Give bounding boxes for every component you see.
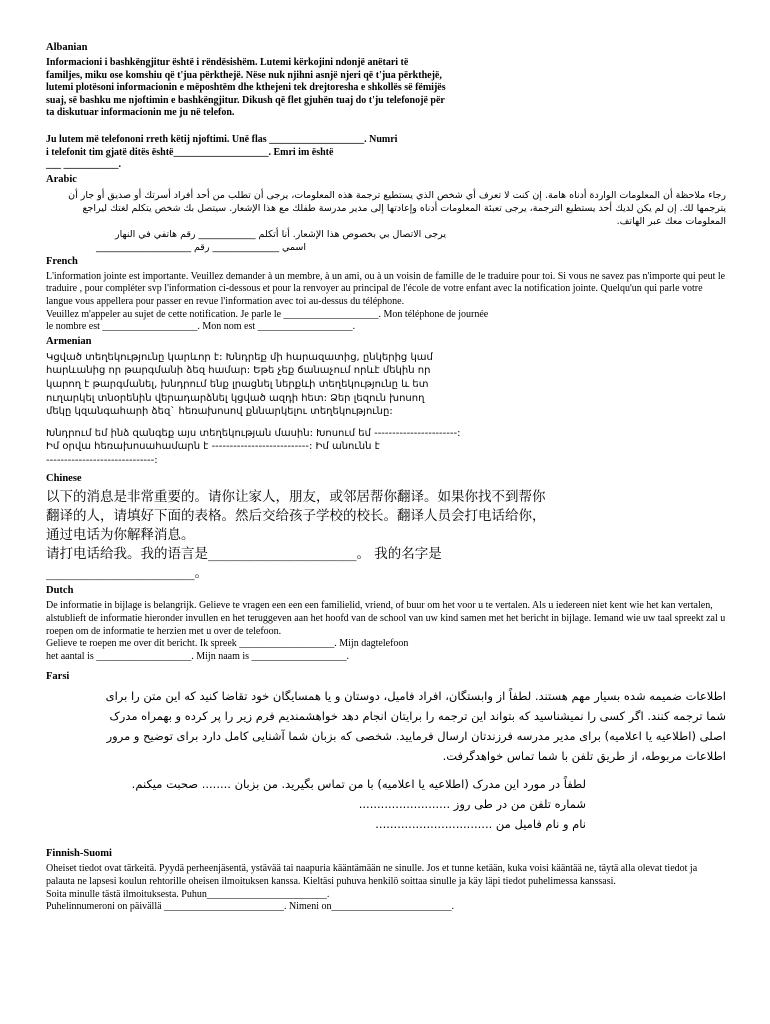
chinese-paragraph: 以下的消息是非常重要的。请你让家人，朋友，或邻居帮你翻译。如果你找不到帮你翻译的人，请填好下面的表格。然后交给孩子学校的校长。翻译人员会打电话给你，通过电话为你解释消息。 <box>46 489 546 544</box>
dutch-paragraph: De informatie in bijlage is belangrijk. Gelieve te vragen een een een familielid, vriend, of buur om het voor u te vertalen. Als u iedereen niet kent wie het kan vertalen, alstublieft de informatie hieronder invullen en het teruggeven aan het hoofd van de school van uw kind samen met het bericht in bijlage. Iemand wie uw taal spreekt zal u roepen om de informatie te herzien met u over de telefoon. <box>46 600 726 637</box>
dutch-line-1: Gelieve te roepen me over dit bericht. Ik spreek ___________________. Mijn dagtelefoon <box>46 638 409 650</box>
albanian-line-1: Ju lutem më telefononi rreth këtij njoftimi. Unë flas ___________________. Numri <box>46 133 398 145</box>
dutch-line-2: het aantal is ___________________. Mijn naam is ___________________. <box>46 650 350 662</box>
chinese-line-1: 请打电话给我。我的语言是______________________。 我的名字是 <box>46 546 442 563</box>
finnish-line-2: Puhelinnumeroni on päivällä ________________________. Nimeni on________________________. <box>46 901 455 913</box>
heading-armenian: Armenian <box>46 335 92 347</box>
heading-arabic: Arabic <box>46 173 77 185</box>
section-armenian <box>46 336 726 468</box>
heading-french: French <box>46 255 78 267</box>
farsi-paragraph: اطلاعات ضمیمه شده بسیار مهم هستند. لطفاً از وابستگان، افراد فامیل، دوستان و یا همسایگان خود تقاضا کنید که این متن را برای شما ترجمه کنند. اگر کسی را نمیشناسید که بتواند این ترجمه را برایتان انجام دهد خواهشمندیم فرم زیر را پر کرده و بهمراه مدرک اصلی (اطلاعیه یا اعلامیه) برای مدیر مدرسه فرزندتان ارسال فرمایید. شخصی که بزبان شما آشنایی کامل دارد برای توضیح و مرور اطلاعات مربوطه، از طریق تلفن با شما تماس خواهدگرفت. <box>105 689 726 764</box>
arabic-line-1: يرجى الاتصال بي بخصوص هذا الإشعار. أنا أتكلم ____________ رقم هاتفي في النهار <box>115 228 446 240</box>
farsi-line-1: لطفاً در مورد این مدرک (اطلاعیه یا اعلامیه) با من تماس بگیرید. من بزبان ........ صحبت میکنم. <box>131 777 586 792</box>
section-chinese <box>46 473 726 583</box>
heading-farsi: Farsi <box>46 671 70 683</box>
section-finnish <box>46 848 726 913</box>
multilingual-notice <box>46 42 726 916</box>
section-farsi <box>46 671 726 834</box>
armenian-line-3: ------------------------------: <box>46 454 158 466</box>
heading-chinese: Chinese <box>46 473 82 485</box>
farsi-line-2: شماره تلفن من در طی روز ......................... <box>358 797 586 812</box>
french-line-2: le nombre est ___________________. Mon nom est ___________________. <box>46 321 356 333</box>
albanian-paragraph: Informacioni i bashkëngjitur është i rëndësishëm. Lutemi kërkojini ndonjë anëtari të familjes, miku ose komshiu që t'jua përkthejë. Nëse nuk njihni asnjë njeri që t'jua përkthejë, lutemi plotësoni informacionin e mëposhtëm dhe kthejeni tek drejtoresha e shkollës së fëmijës suaj, së bashku me njoftimin e bashkëngjitur. Dikush që flet gjuhën tuaj do t'ju telefonojë për ta diskutuar informacionin me ju në telefon. <box>46 57 446 119</box>
armenian-paragraph: Կցված տեղեկությունը կարևոր է: Խնդրեք մի հարազատից, ընկերից կամ հարևանից որ թարգմանի ձեզ համար: Եթե չեք ճանաչում որևէ մեկին որ կարող է թարգմանել, խնդրում ենք լրացնել ներքևի տեղեկությունը և ետ ուղարկել տնօրենին վերադարձնել կցված ազդի հետ: Ձեր լեզուն խոսող մեկը կզանգահարի ձեզ` հեռախոսով քննարկելու տեղեկությունը: <box>46 351 433 418</box>
section-dutch <box>46 585 726 663</box>
chinese-line-2: ______________________。 <box>46 565 208 582</box>
farsi-line-3: نام و نام فامیل من ................................ <box>375 817 586 832</box>
heading-finnish: Finnish-Suomi <box>46 848 112 860</box>
armenian-line-1: Խնդրում եմ ինձ զանգեք այս տեղեկության մասին: Խոսում եմ -----------------------: <box>46 427 461 439</box>
french-line-1: Veuillez m'appeler au sujet de cette notification. Je parle le ___________________. Mon téléphone de journée <box>46 308 489 320</box>
section-albanian <box>46 42 726 172</box>
albanian-line-2: i telefonit tim gjatë ditës është___________________. Emri im është <box>46 146 334 158</box>
section-french <box>46 256 726 334</box>
french-paragraph: L'information jointe est importante. Veuillez demander à un membre, à un ami, ou à un voisin de famille de le traduire pour toi. Si vous ne savez pas n'importe qui peut le traduire , pour compléter svp l'information ci-dessous et pour la renvoyer au principal de l'école de votre enfant avec la notification jointe. Quelqu'un qui parle votre langue vous appellera pour passer en revue l'information avec toi au-dessus du téléphone. <box>46 270 726 307</box>
armenian-line-2: Իմ օրվա հեռախոսահամարն է ---------------------------: Իմ անունն է <box>46 441 380 453</box>
arabic-paragraph: رجاء ملاحظة أن المعلومات الواردة أدناه هامة. إن كنت لا تعرف أي شخص الذي يستطيع ترجمة هذه المعلومات، يرجى أن تطلب من أحد أفراد أسرتك أو صديق أو جار أن يترجمها لك. إن لم يكن لديك أحد يستطيع الترجمة، يرجى تعبئة المعلومات أدناه وإعادتها إلى مدير مدرسة طفلك مع هذا الإشعار. سيتصل بك شخص يتكلم لغتك ليراجع المعلومات معك عبر الهاتف. <box>68 189 726 227</box>
albanian-line-3: ___ ___________. <box>46 159 121 171</box>
heading-albanian: Albanian <box>46 42 88 53</box>
heading-dutch: Dutch <box>46 585 74 597</box>
arabic-line-2: اسمي ______________ رقم ____________________ <box>95 241 306 253</box>
section-arabic <box>46 174 726 254</box>
finnish-line-1: Soita minulle tästä ilmoituksesta. Puhun________________________. <box>46 888 330 900</box>
finnish-paragraph: Oheiset tiedot ovat tärkeitä. Pyydä perheenjäsentä, ystävää tai naapuria kääntämään ne sinulle. Jos et tunne ketään, kuka voisi kääntää ne, täytä alla olevat tiedot ja palauta ne lapsesi koulun rehtorille oheisen ilmoituksen kanssa. Kieltäsi puhuva henkilö soittaa sinulle ja käy läpi tiedot puhelimessa kanssasi. <box>46 863 698 888</box>
